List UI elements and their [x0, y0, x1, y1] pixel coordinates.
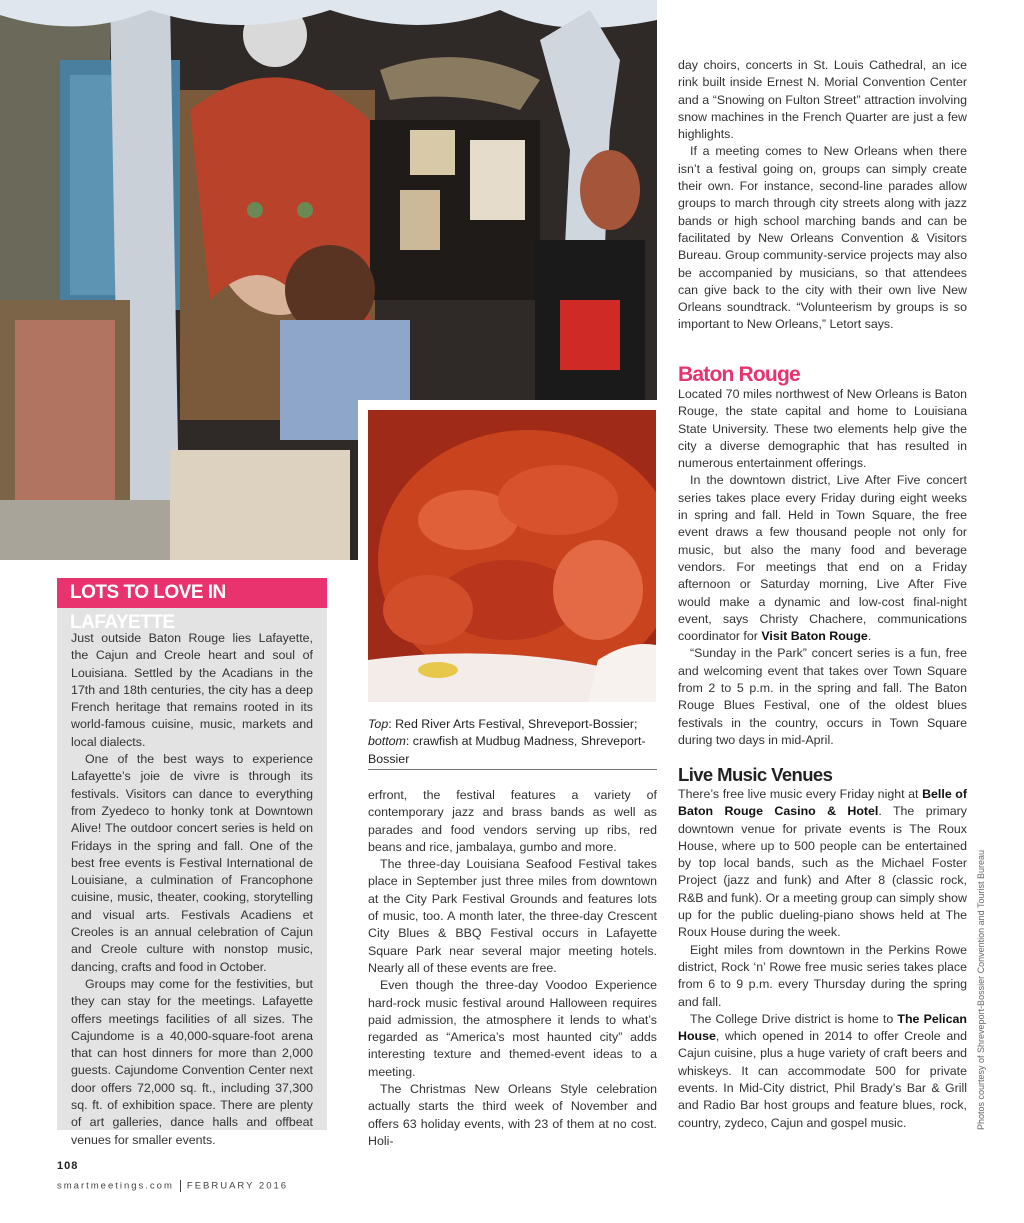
body-paragraph: Located 70 miles northwest of New Orleans is Baton Rouge, the state capital and home to Louisiana State University. These two elements help give the city a diverse demographic that has resulted in numerous entertainment offerings.: [678, 387, 967, 471]
sidebar-body: [71, 630, 313, 1149]
middle-column: [368, 787, 657, 1150]
sidebar-paragraph: One of the best ways to experience Lafayette’s joie de vivre is through its festivals. Visitors can dance to everything from Zyedeco to honky tonk at Downtown Alive! The outdoor concert series is held on Fridays in the spring and fall. One of the best free events is Festival International de Louisiane, a culmination of Francophone cuisine, music, theater, cooking, storytelling and visual arts. Festivals Acadiens et Creoles is an annual celebration of Cajun and Creole culture with nonstop music, dancing, crafts and food in October.: [71, 752, 313, 974]
caption-bottom-text: : crawfish at Mudbug Madness, Shreveport-Bossier: [368, 734, 646, 766]
body-text: There’s free live music every Friday night at: [678, 787, 923, 801]
visit-baton-rouge-bold: Visit Baton Rouge: [761, 629, 868, 644]
body-paragraph: [678, 472, 967, 645]
footer: [57, 1180, 288, 1192]
body-paragraph: If a meeting comes to New Orleans when there isn’t a festival going on, groups can simply create their own. For instance, second-line parades allow groups to march through city streets along with jazz bands or high school marching bands and can be facilitated by New Orleans Convention & Visitors Bureau. Group community-service projects may also be accompanied by musicians, so that attendees can give back to the city with their own live New Orleans soundtrack. “Volunteerism by groups is so important to New Orleans,” Letort says.: [678, 144, 967, 332]
caption-bottom-label: bottom: [368, 734, 406, 749]
body-text: . The primary downtown venue for private events is The Roux House, where up to 500 people can be entertained by top local bands, such as the Michael Foster Project (jazz and funk) and After 8 (classic rock, R&B and funk). Or a meeting group can simply show up for the public dueling-piano shows held at The Roux House during the week.: [678, 804, 967, 940]
body-paragraph: “Sunday in the Park” concert series is a fun, free and welcoming event that takes over Town Square from 2 to 5 p.m. in the spring and fall. The Baton Rouge Blues Festival, one of the oldest blues festivals in the country, occurs in Town Square during two days in mid-April.: [678, 646, 967, 747]
live-music-heading: Live Music Venues: [678, 764, 833, 785]
body-paragraph: [678, 786, 967, 942]
body-text: .: [867, 629, 872, 644]
body-paragraph: The three-day Louisiana Seafood Festival takes place in September just three miles from downtown at the City Park Festival Grounds and features lots of music, too. A month later, the three-day Crescent City Blues & BBQ Festival occurs in Lafayette Square Park near several major meeting hotels. Nearly all of these events are free.: [368, 857, 657, 975]
body-text: The College Drive district is home to: [690, 1011, 898, 1026]
body-text: In the downtown district, Live After Five concert series takes place every Friday during eight weeks in spring and fall. Held in Town Square, the free event draws a few thousand people not only for music, but also the many food and beverage vendors. For meetings that end on a Friday afternoon or Saturday morning, Live After Five would make a dynamic and low-cost final-night event, says Christy Chachere, communications coordinator for: [678, 473, 967, 644]
photo-credit: Photos courtesy of Shreveport-Bossier Convention and Tourist Bureau: [976, 850, 986, 1130]
footer-divider: [180, 1180, 181, 1192]
caption-top-text: : Red River Arts Festival, Shreveport-Bossier;: [388, 717, 638, 731]
body-paragraph: [678, 1011, 967, 1132]
baton-rouge-heading: Baton Rouge: [678, 363, 800, 386]
right-column-top: [678, 57, 967, 334]
caption-divider: [368, 769, 657, 770]
body-paragraph: erfront, the festival features a variety of contemporary jazz and brass bands as well as parades and food vendors serving up ribs, red beans and rice, jambalaya, gumbo and more.: [368, 788, 657, 854]
pelican-house-bold: The Pelican House: [678, 1011, 967, 1044]
baton-rouge-section: [678, 386, 967, 749]
footer-issue: FEBRUARY 2016: [186, 1180, 289, 1192]
crawfish-photo: [368, 410, 656, 702]
sidebar-title: LOTS TO LOVE IN LAFAYETTE: [57, 578, 327, 608]
live-music-section: [678, 786, 967, 1132]
sidebar-paragraph: Just outside Baton Rouge lies Lafayette, the Cajun and Creole heart and soul of Louisiana. Settled by the Acadians in the 17th and 18th centuries, the city has a deep French heritage that remains rooted in its world-famous cuisine, music, markets and local dialects.: [71, 631, 313, 749]
body-paragraph: Eight miles from downtown in the Perkins Rowe district, Rock ‘n’ Rowe free music series takes place from 6 to 9 p.m. every Thursday during the spring and fall.: [678, 942, 967, 1009]
body-text: , which opened in 2014 to offer Creole and Cajun cuisine, plus a huge variety of craft beers and whiskeys. It can accommodate 500 for private events. In Mid-City district, Phil Brady’s Bar & Grill and Radio Bar host groups and feature blues, rock, country, zydeco, Cajun and gospel music.: [678, 1029, 967, 1130]
body-paragraph: Even though the three-day Voodoo Experience hard-rock music festival around Halloween requires paid admission, the atmosphere it lends to what’s regarded as “America’s most haunted city” adds interesting texture and themed-event ideas to a meeting.: [368, 978, 657, 1079]
caption-top-label: Top: [368, 717, 389, 731]
sidebar-paragraph: Groups may come for the festivities, but they can stay for the meetings. Lafayette offers meetings facilities of all sizes. The Cajundome is a 40,000-square-foot arena that can host dinners for more than 2,000 guests. Cajundome Convention Center next door offers 72,000 sq. ft., including 37,300 sq. ft. of exhibition space. There are plenty of art galleries, dance halls and offbeat venues for smaller events.: [71, 976, 313, 1147]
body-paragraph: The Christmas New Orleans Style celebration actually starts the third week of November and offers 63 holiday events, with 23 of them at no cost. Holi-: [368, 1082, 657, 1148]
body-paragraph: day choirs, concerts in St. Louis Cathedral, an ice rink built inside Ernest N. Morial Convention Center and a “Snowing on Fulton Street” attraction involving snow machines in the French Quarter are just a few highlights.: [678, 58, 967, 142]
photo-caption: [368, 716, 658, 768]
page-number: 108: [57, 1160, 79, 1172]
lafayette-sidebar: [57, 578, 327, 1147]
footer-site: smartmeetings.com: [57, 1180, 174, 1192]
belle-bold: Belle of Baton Rouge Casino & Hotel: [678, 787, 967, 819]
